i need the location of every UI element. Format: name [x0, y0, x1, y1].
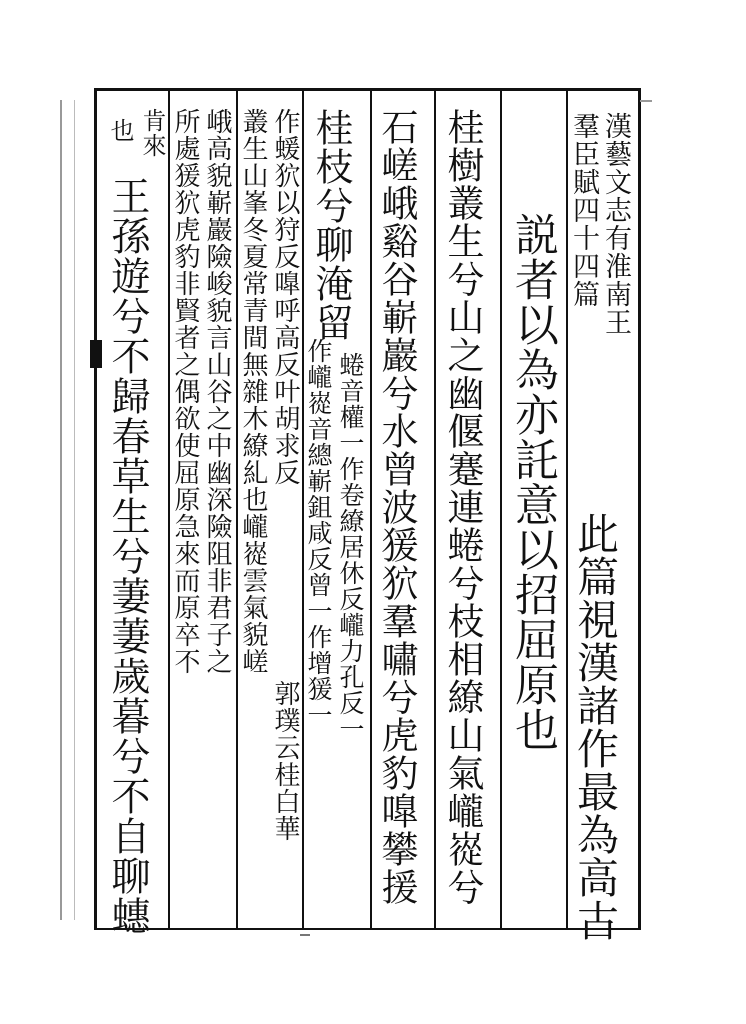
text-column-6: 桂枝兮聊淹留 — [309, 108, 353, 342]
top-border — [94, 88, 640, 91]
fishtail-mark — [90, 340, 102, 368]
text-column-12: 王孫遊兮不歸春草生兮萋萋歲暮兮不自聊蟪 — [105, 176, 150, 936]
column-divider — [370, 90, 372, 928]
bottom-border — [94, 928, 640, 930]
margin-line — [74, 100, 75, 920]
top-tick — [640, 100, 652, 102]
text-column-3: 説者以為亦託意以招屈原也 — [507, 212, 558, 752]
commentary-9: 峨高貌嶄巖險峻貌言山谷之中幽深險阻非君子之 — [202, 108, 232, 675]
text-column-1b: 羣臣賦四十四篇 — [568, 112, 599, 308]
text-column-2: 此篇視漢諸作最為高古 — [571, 512, 620, 942]
bottom-tick — [300, 934, 310, 936]
commentary-7b: 郭璞云桂白華 — [270, 680, 300, 842]
column-divider — [434, 90, 436, 928]
right-border — [638, 88, 641, 930]
commentary-10: 所處猨狖虎豹非賢者之偶欲使屈原急來而原卒不 — [170, 108, 200, 675]
commentary-11b: 也 — [106, 118, 134, 143]
text-column-1a: 漢藝文志有淮南王 — [600, 112, 631, 336]
commentary-6b: 作巄嵸音總嶄鉏咸反曾一作增猨一 — [304, 338, 333, 728]
left-border — [94, 88, 97, 930]
text-column-4: 桂樹叢生兮山之幽偃蹇連蜷兮枝相繚山氣巄嵸兮 — [441, 108, 484, 906]
text-column-5: 石嵯峨谿谷嶄巖兮水曾波猨狖羣嘯兮虎豹嘷攀援 — [375, 108, 418, 906]
column-divider — [500, 90, 502, 928]
commentary-6a: 蜷音權一作卷繚居休反巄力孔反一 — [336, 352, 365, 742]
commentary-11a: 肯來 — [138, 108, 166, 158]
commentary-8: 叢生山峯冬夏常青間無雜木繚糺也巄嵸雲氣貌嵯 — [238, 108, 268, 675]
margin-line — [60, 100, 62, 920]
commentary-7: 作蝯狖以狩反嘷呼高反叶胡求反 — [270, 108, 300, 486]
